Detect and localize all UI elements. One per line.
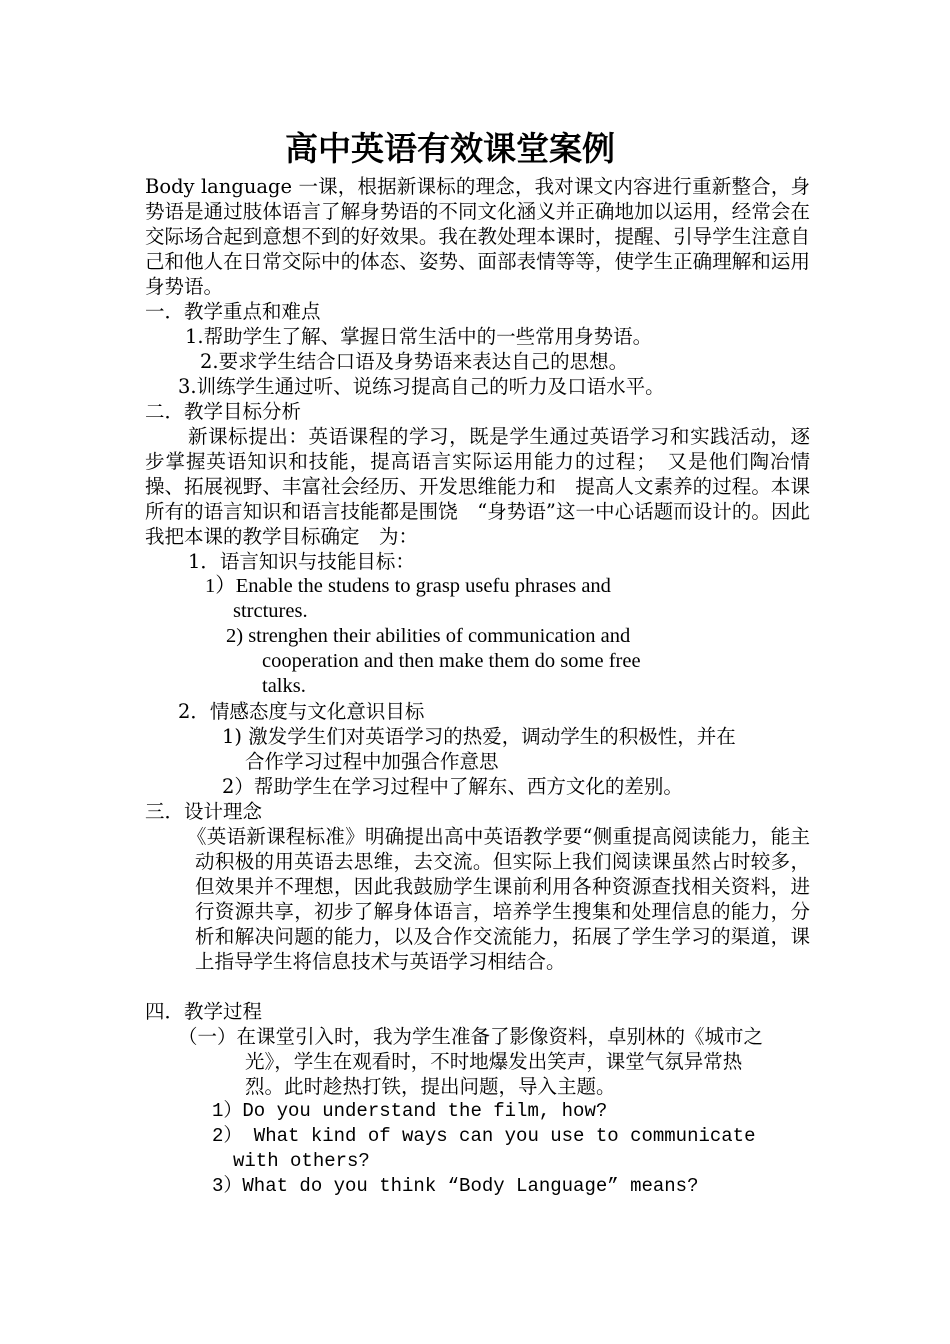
section-1-item-1: 1.帮助学生了解、掌握日常生活中的一些常用身势语。 <box>185 325 653 348</box>
emotion-goal-1-line-1: 1) 激发学生们对英语学习的热爱，调动学生的积极性，并在 <box>222 725 736 748</box>
goal-2-line-2: cooperation and then make them do some free <box>262 650 641 672</box>
intro-paragraph: Body language 一课，根据新课标的理念，我对课文内容进行重新整合，身势语是通过肢体语言了解身势语的不同文化涵义并正确地加以运用，经常会在交际场合起到意想不到的好效果。我在教处理本课时，提醒、引导学生注意自己和他人在日常交际中的体态、姿势、面部表情等等，使学生正确理解和运用身势语。 <box>145 175 810 298</box>
emotion-goal-1-line-2: 合作学习过程中加强合作意思 <box>245 750 499 773</box>
section-1-item-3: 3.训练学生通过听、说练习提高自己的听力及口语水平。 <box>178 375 665 398</box>
page-title: 高中英语有效课堂案例 <box>285 129 615 168</box>
question-1: 1）Do you understand the film, how? <box>212 1100 608 1122</box>
section-2-heading: 二．教学目标分析 <box>145 400 302 423</box>
section-2-sub-1-heading: 1．语言知识与技能目标： <box>188 550 415 573</box>
section-2-sub-2-heading: 2．情感态度与文化意识目标 <box>178 700 425 723</box>
goal-2-line-3: talks. <box>262 675 306 697</box>
section-3-heading: 三．设计理念 <box>145 800 263 823</box>
section-2-intro: 新课标提出：英语课程的学习，既是学生通过英语学习和实践活动，逐步掌握英语知识和技能，提高语言实际运用能力的过程； 又是他们陶冶情操、拓展视野、丰富社会经历、开发思维能力和 提高人文素养的过程。本课所有的语言知识和语言技能都是围饶 “身势语”这一中心话题而设计的。因此我把本课的教学目标确定 为： <box>145 425 810 548</box>
question-3: 3）What do you think “Body Language” means? <box>212 1175 699 1197</box>
emotion-goal-2: 2）帮助学生在学习过程中了解东、西方文化的差别。 <box>222 775 683 798</box>
section-4-heading: 四．教学过程 <box>145 1000 263 1023</box>
question-2-line-2: with others? <box>233 1150 370 1172</box>
step-1-line-3: 烈。此时趁热打铁，提出问题，导入主题。 <box>245 1075 616 1098</box>
section-1-item-2: 2.要求学生结合口语及身势语来表达自己的思想。 <box>200 350 629 373</box>
goal-1-line-2: strctures. <box>233 600 308 622</box>
section-3-body: 《英语新课程标准》明确提出高中英语教学要“侧重提高阅读能力，能主动积极的用英语去思维，去交流。但实际上我们阅读课虽然占时较多，但效果并不理想，因此我鼓励学生课前利用各种资源查找相关资料，进行资源共享，初步了解身体语言，培养学生搜集和处理信息的能力，分析和解决问题的能力，以及合作交流能力，拓展了学生学习的渠道，课上指导学生将信息技术与英语学习相结合。 <box>187 825 810 973</box>
step-1-line-1: （一）在课堂引入时，我为学生准备了影像资料，卓别林的《城市之 <box>178 1025 764 1048</box>
goal-1-line-1: 1）Enable the studens to grasp usefu phrases and <box>205 575 611 597</box>
step-1-line-2: 光》，学生在观看时，不时地爆发出笑声，课堂气氛异常热 <box>245 1050 743 1073</box>
goal-2-line-1: 2) strenghen their abilities of communication and <box>226 625 631 647</box>
question-2-line-1: 2） What kind of ways can you use to communicate <box>212 1125 756 1147</box>
section-1-heading: 一．教学重点和难点 <box>145 300 321 323</box>
